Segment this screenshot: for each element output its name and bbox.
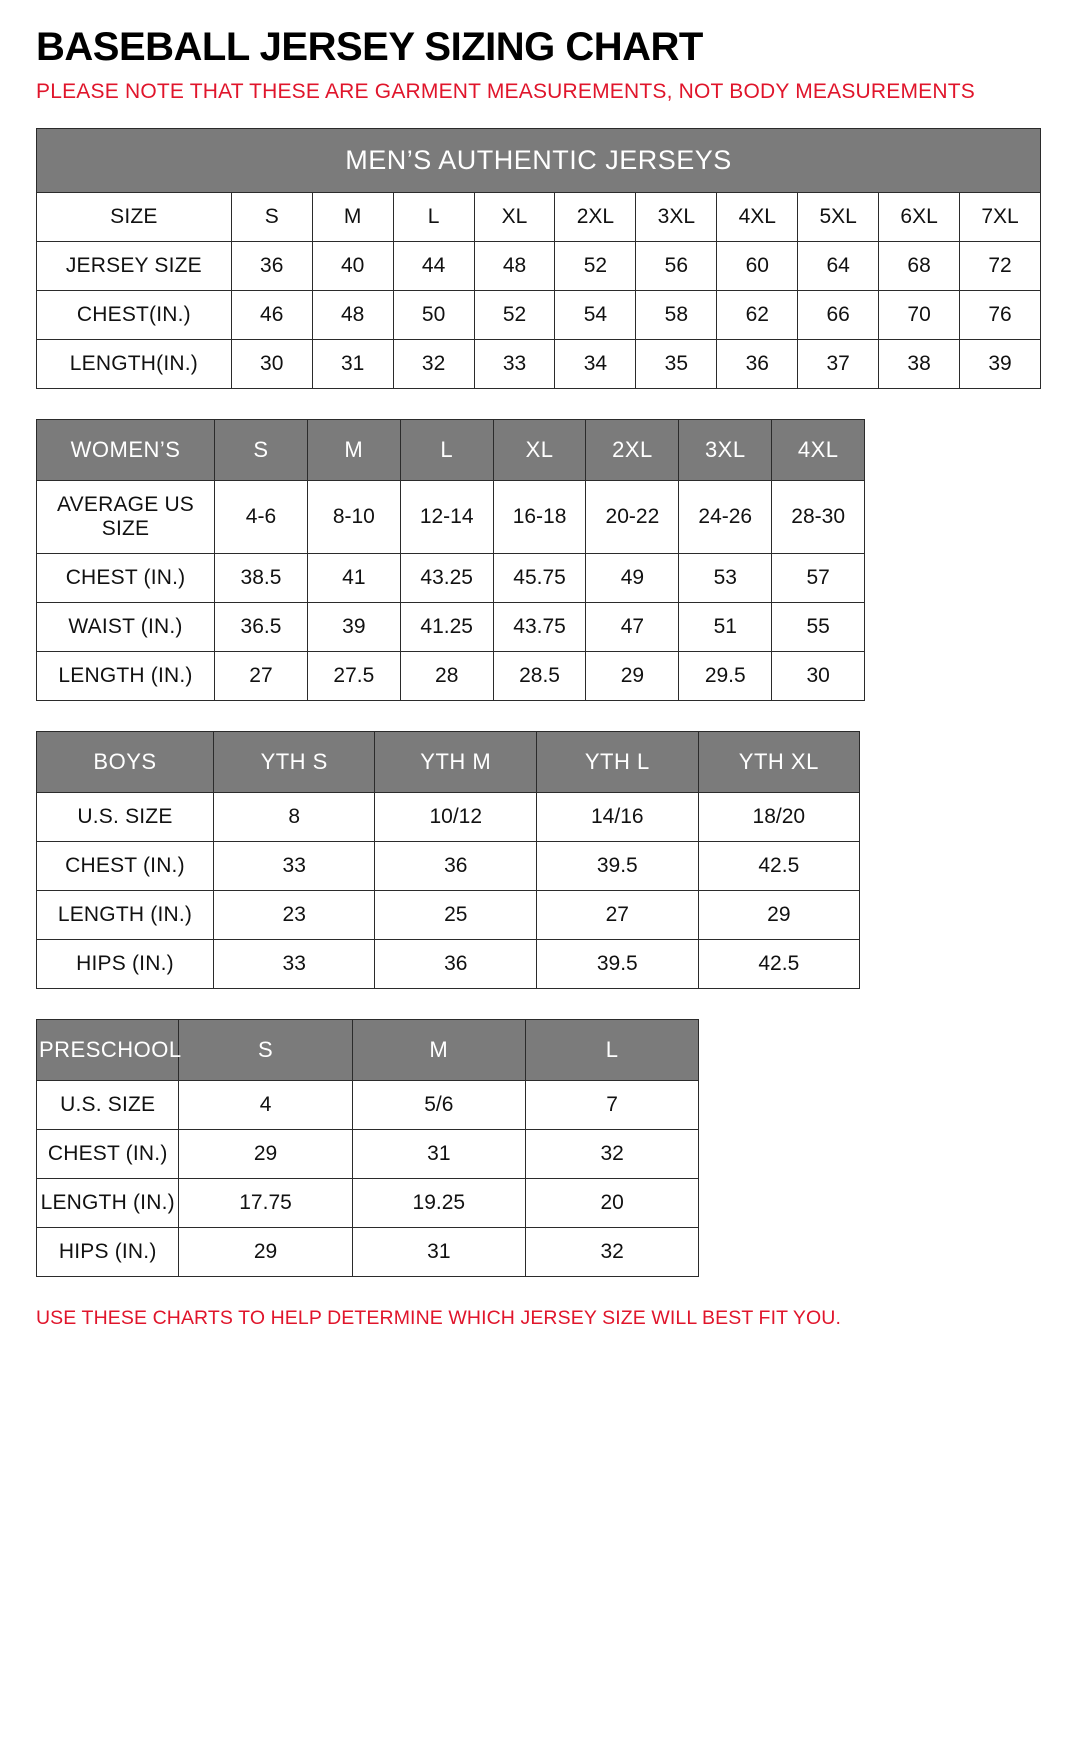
preschool-sizing-table xyxy=(36,1019,699,1277)
table-cell: 29 xyxy=(179,1228,352,1277)
mens-size-cell: 6XL xyxy=(879,192,960,241)
table-cell: 4-6 xyxy=(215,480,308,553)
mens-size-cell: S xyxy=(231,192,312,241)
mens-size-cell: XL xyxy=(474,192,555,241)
table-row xyxy=(37,842,860,891)
mens-sizing-table xyxy=(36,128,1041,389)
preschool-header-row xyxy=(37,1020,699,1081)
table-row xyxy=(37,603,865,652)
table-row xyxy=(37,554,865,603)
table-cell: 35 xyxy=(636,339,717,388)
table-cell: 37 xyxy=(798,339,879,388)
row-label: CHEST (IN.) xyxy=(37,842,214,891)
row-label: LENGTH(IN.) xyxy=(37,339,232,388)
womens-size-cell: 3XL xyxy=(679,419,772,480)
table-cell: 36.5 xyxy=(215,603,308,652)
mens-size-cell: 7XL xyxy=(960,192,1041,241)
table-cell: 54 xyxy=(555,290,636,339)
table-cell: 8-10 xyxy=(307,480,400,553)
table-cell: 28.5 xyxy=(493,652,586,701)
table-cell: 12-14 xyxy=(400,480,493,553)
table-cell: 39.5 xyxy=(537,940,699,989)
table-cell: 36 xyxy=(375,842,537,891)
preschool-header-label: PRESCHOOL xyxy=(37,1020,179,1081)
womens-size-cell: 4XL xyxy=(772,419,865,480)
table-cell: 43.25 xyxy=(400,554,493,603)
table-row xyxy=(37,1228,699,1277)
womens-header-label: WOMEN’S xyxy=(37,419,215,480)
table-cell: 32 xyxy=(525,1228,698,1277)
table-cell: 31 xyxy=(352,1130,525,1179)
table-cell: 16-18 xyxy=(493,480,586,553)
mens-banner-row xyxy=(37,128,1041,192)
womens-header-row xyxy=(37,419,865,480)
table-cell: 29 xyxy=(179,1130,352,1179)
table-cell: 5/6 xyxy=(352,1081,525,1130)
row-label: CHEST (IN.) xyxy=(37,1130,179,1179)
table-cell: 29 xyxy=(698,891,860,940)
table-cell: 38.5 xyxy=(215,554,308,603)
page-title: BASEBALL JERSEY SIZING CHART xyxy=(36,25,703,69)
table-cell: 46 xyxy=(231,290,312,339)
boys-size-cell: YTH S xyxy=(213,732,375,793)
womens-size-cell: M xyxy=(307,419,400,480)
preschool-size-cell: S xyxy=(179,1020,352,1081)
table-cell: 7 xyxy=(525,1081,698,1130)
table-cell: 76 xyxy=(960,290,1041,339)
table-cell: 30 xyxy=(772,652,865,701)
table-cell: 32 xyxy=(525,1130,698,1179)
table-cell: 48 xyxy=(474,241,555,290)
mens-size-cell: L xyxy=(393,192,474,241)
boys-size-cell: YTH L xyxy=(537,732,699,793)
mens-size-label: SIZE xyxy=(37,192,232,241)
table-cell: 55 xyxy=(772,603,865,652)
table-cell: 60 xyxy=(717,241,798,290)
row-label: HIPS (IN.) xyxy=(37,940,214,989)
table-cell: 52 xyxy=(474,290,555,339)
mens-table-body xyxy=(37,128,1041,388)
table-cell: 49 xyxy=(586,554,679,603)
table-cell: 8 xyxy=(213,793,375,842)
mens-table-wrapper xyxy=(36,128,1041,389)
table-cell: 18/20 xyxy=(698,793,860,842)
boys-table-body xyxy=(37,732,860,989)
table-cell: 24-26 xyxy=(679,480,772,553)
row-label: HIPS (IN.) xyxy=(37,1228,179,1277)
table-row xyxy=(37,891,860,940)
mens-banner: MEN’S AUTHENTIC JERSEYS xyxy=(37,128,1041,192)
table-cell: 53 xyxy=(679,554,772,603)
table-cell: 58 xyxy=(636,290,717,339)
row-label: CHEST (IN.) xyxy=(37,554,215,603)
table-cell: 68 xyxy=(879,241,960,290)
mens-size-cell: 5XL xyxy=(798,192,879,241)
row-label: JERSEY SIZE xyxy=(37,241,232,290)
table-cell: 27.5 xyxy=(307,652,400,701)
table-cell: 33 xyxy=(213,940,375,989)
table-cell: 27 xyxy=(537,891,699,940)
table-row xyxy=(37,793,860,842)
table-cell: 38 xyxy=(879,339,960,388)
table-cell: 70 xyxy=(879,290,960,339)
table-cell: 52 xyxy=(555,241,636,290)
table-cell: 34 xyxy=(555,339,636,388)
table-cell: 41 xyxy=(307,554,400,603)
table-cell: 14/16 xyxy=(537,793,699,842)
table-cell: 45.75 xyxy=(493,554,586,603)
womens-size-cell: XL xyxy=(493,419,586,480)
table-row xyxy=(37,339,1041,388)
womens-sizing-table xyxy=(36,419,865,701)
table-cell: 40 xyxy=(312,241,393,290)
row-label: LENGTH (IN.) xyxy=(37,1179,179,1228)
table-cell: 62 xyxy=(717,290,798,339)
mens-size-cell: M xyxy=(312,192,393,241)
table-cell: 41.25 xyxy=(400,603,493,652)
womens-table-body xyxy=(37,419,865,700)
table-cell: 43.75 xyxy=(493,603,586,652)
table-row xyxy=(37,290,1041,339)
table-cell: 10/12 xyxy=(375,793,537,842)
womens-size-cell: S xyxy=(215,419,308,480)
table-cell: 56 xyxy=(636,241,717,290)
table-cell: 27 xyxy=(215,652,308,701)
preschool-table-wrapper xyxy=(36,1019,699,1277)
table-row xyxy=(37,1081,699,1130)
table-cell: 72 xyxy=(960,241,1041,290)
table-cell: 25 xyxy=(375,891,537,940)
table-cell: 36 xyxy=(231,241,312,290)
table-cell: 36 xyxy=(717,339,798,388)
table-cell: 64 xyxy=(798,241,879,290)
table-row xyxy=(37,480,865,553)
row-label: WAIST (IN.) xyxy=(37,603,215,652)
preschool-size-cell: M xyxy=(352,1020,525,1081)
row-label: CHEST(IN.) xyxy=(37,290,232,339)
womens-table-wrapper xyxy=(36,419,865,701)
preschool-size-cell: L xyxy=(525,1020,698,1081)
table-cell: 19.25 xyxy=(352,1179,525,1228)
table-cell: 29.5 xyxy=(679,652,772,701)
footer-note: USE THESE CHARTS TO HELP DETERMINE WHICH JERSEY SIZE WILL BEST FIT YOU. xyxy=(36,1307,841,1329)
table-cell: 33 xyxy=(474,339,555,388)
mens-size-cell: 2XL xyxy=(555,192,636,241)
table-cell: 28-30 xyxy=(772,480,865,553)
preschool-table-body xyxy=(37,1020,699,1277)
table-cell: 42.5 xyxy=(698,842,860,891)
table-cell: 66 xyxy=(798,290,879,339)
boys-header-label: BOYS xyxy=(37,732,214,793)
table-cell: 36 xyxy=(375,940,537,989)
table-row xyxy=(37,1179,699,1228)
table-cell: 20 xyxy=(525,1179,698,1228)
table-cell: 33 xyxy=(213,842,375,891)
boys-header-row xyxy=(37,732,860,793)
row-label: U.S. SIZE xyxy=(37,793,214,842)
womens-size-cell: L xyxy=(400,419,493,480)
table-cell: 30 xyxy=(231,339,312,388)
row-label: U.S. SIZE xyxy=(37,1081,179,1130)
table-cell: 17.75 xyxy=(179,1179,352,1228)
table-cell: 31 xyxy=(312,339,393,388)
mens-size-header-row xyxy=(37,192,1041,241)
table-row xyxy=(37,1130,699,1179)
table-cell: 48 xyxy=(312,290,393,339)
table-cell: 47 xyxy=(586,603,679,652)
table-cell: 29 xyxy=(586,652,679,701)
garment-measurement-note: PLEASE NOTE THAT THESE ARE GARMENT MEASUREMENTS, NOT BODY MEASUREMENTS xyxy=(36,80,975,103)
boys-size-cell: YTH XL xyxy=(698,732,860,793)
mens-size-cell: 3XL xyxy=(636,192,717,241)
mens-size-cell: 4XL xyxy=(717,192,798,241)
table-row xyxy=(37,241,1041,290)
table-cell: 28 xyxy=(400,652,493,701)
table-cell: 20-22 xyxy=(586,480,679,553)
table-row xyxy=(37,652,865,701)
table-cell: 51 xyxy=(679,603,772,652)
table-cell: 42.5 xyxy=(698,940,860,989)
table-cell: 39 xyxy=(960,339,1041,388)
table-cell: 39.5 xyxy=(537,842,699,891)
boys-sizing-table xyxy=(36,731,860,989)
table-cell: 44 xyxy=(393,241,474,290)
boys-size-cell: YTH M xyxy=(375,732,537,793)
row-label: LENGTH (IN.) xyxy=(37,891,214,940)
table-cell: 57 xyxy=(772,554,865,603)
table-cell: 31 xyxy=(352,1228,525,1277)
table-cell: 32 xyxy=(393,339,474,388)
womens-size-cell: 2XL xyxy=(586,419,679,480)
table-cell: 4 xyxy=(179,1081,352,1130)
table-row xyxy=(37,940,860,989)
boys-table-wrapper xyxy=(36,731,860,989)
table-cell: 50 xyxy=(393,290,474,339)
row-label: AVERAGE US SIZE xyxy=(37,480,215,553)
row-label: LENGTH (IN.) xyxy=(37,652,215,701)
table-cell: 39 xyxy=(307,603,400,652)
table-cell: 23 xyxy=(213,891,375,940)
